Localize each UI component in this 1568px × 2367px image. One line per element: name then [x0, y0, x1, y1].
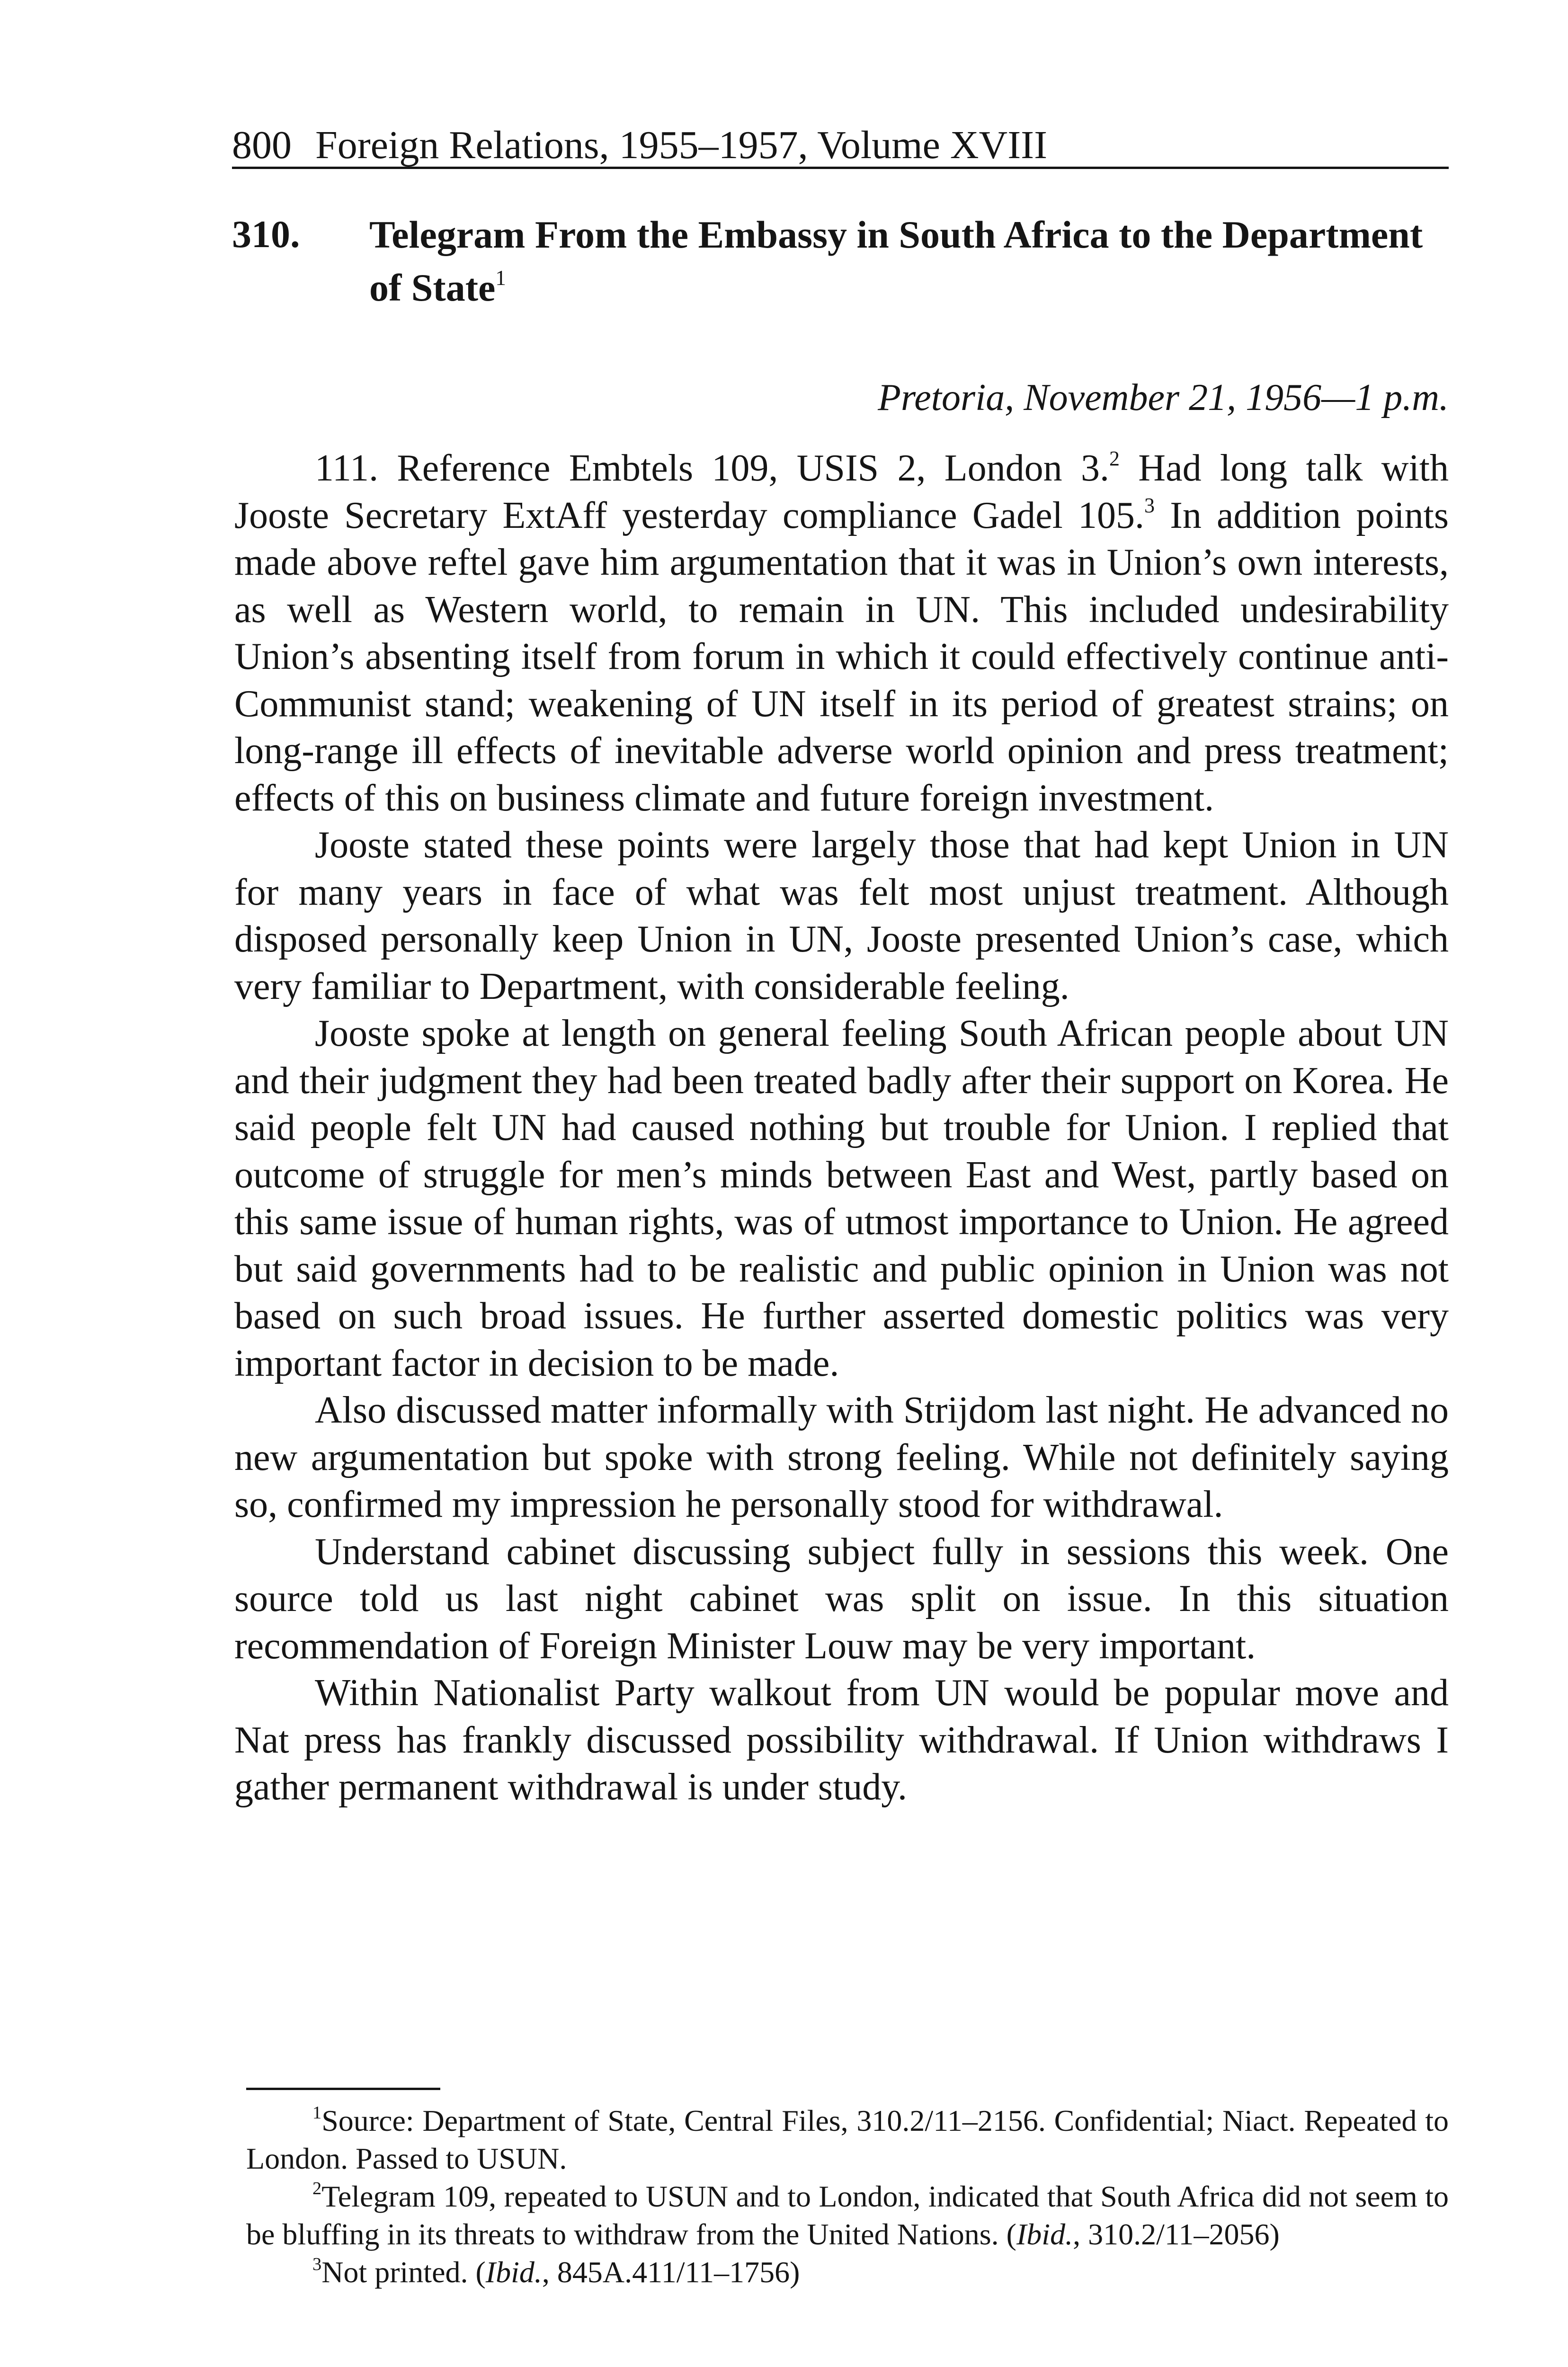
footnote-1-number: 1 [312, 2102, 322, 2123]
page-number: 800 [232, 123, 292, 167]
footnote-2-number: 2 [312, 2178, 322, 2198]
paragraph-1 [234, 445, 1449, 822]
footnote-2-text-b: , 310.2/11–2056) [1073, 2217, 1280, 2251]
paragraph-5: Understand cabinet discussing subject fully in sessions this week. One source told us last night cabinet was split on issue. In this situation recommendation of Foreign Minister Louw may be very important. [234, 1531, 1449, 1667]
footnote-ref-3[interactable]: 3 [1144, 494, 1155, 517]
footnote-3-text-a: Not printed. ( [321, 2255, 486, 2289]
paragraph-1-part-3: In addition points made above reftel gave him argumentation that it was in Union’s own interests, as well as Western world, to remain in UN. This included undesirability Union’s absenting itself from forum in which it could effectively continue anti-Communist stand; weakening of UN itself in its period of greatest strains; on long-range ill effects of inevitable adverse world opinion and press treatment; effects of this on business climate and future foreign investment. [234, 494, 1449, 819]
paragraph-6: Within Nationalist Party walkout from UN would be popular move and Nat press has frankly discussed possibility withdrawal. If Union withdraws I gather permanent withdrawal is under study. [234, 1672, 1449, 1808]
footnote-1-text: Source: Department of State, Central Files, 310.2/11–2156. Confidential; Niact. Repeated to London. Passed to USUN. [246, 2104, 1449, 2175]
document-title-text: Telegram From the Embassy in South Africa to the Department of State [369, 213, 1423, 309]
paragraph-3: Jooste spoke at length on general feeling South African people about UN and their judgment they had been treated badly after their support on Korea. He said people felt UN had caused nothing but trouble for Union. I replied that outcome of struggle for men’s minds between East and West, partly based on this same issue of human rights, was of utmost importance to Union. He agreed but said governments had to be realistic and public opinion in Union was not based on such broad issues. He further asserted domestic politics was very important factor in decision to be made. [234, 1013, 1449, 1384]
footnote-2-ibid: Ibid. [1016, 2217, 1073, 2251]
document-number: 310. [232, 213, 300, 256]
document-title [369, 208, 1449, 314]
paragraph-2: Jooste stated these points were largely those that had kept Union in UN for many years in face of what was felt most unjust treatment. Although disposed personally keep Union in UN, Jooste presented Union’s case, which very familiar to Department, with considerable feeling. [234, 824, 1449, 1007]
footnote-3-text-b: , 845A.411/11–1756) [542, 2255, 800, 2289]
paragraph-1-part-2: Had long talk with Jooste Secretary ExtAff yesterday compliance Gadel 105. [234, 447, 1449, 536]
volume-title: Foreign Relations, 1955–1957, Volume XVIII [315, 123, 1048, 167]
footnote-divider [246, 2088, 440, 2090]
footnote-ref-2[interactable]: 2 [1109, 446, 1120, 470]
footnote-1 [246, 2102, 1449, 2178]
telegram-body [234, 445, 1449, 1811]
running-head [232, 124, 1449, 169]
footnote-2-text-a: Telegram 109, repeated to USUN and to London, indicated that South Africa did not seem to be bluffing in its threats to withdraw from the United Nations. ( [246, 2180, 1449, 2251]
footnote-3-number: 3 [312, 2254, 322, 2274]
footnote-2 [246, 2178, 1449, 2253]
footnote-3 [246, 2253, 1449, 2291]
paragraph-1-part-1: 111. Reference Embtels 109, USIS 2, London 3. [315, 447, 1109, 489]
footnote-3-ibid: Ibid. [485, 2255, 542, 2289]
paragraph-4: Also discussed matter informally with Strijdom last night. He advanced no new argumentation but spoke with strong feeling. While not definitely saying so, confirmed my impression he personally stood for withdrawal. [234, 1389, 1449, 1525]
footnote-ref-1[interactable]: 1 [495, 266, 506, 290]
dateline: Pretoria, November 21, 1956—1 p.m. [878, 377, 1449, 418]
footnotes [246, 2102, 1449, 2291]
